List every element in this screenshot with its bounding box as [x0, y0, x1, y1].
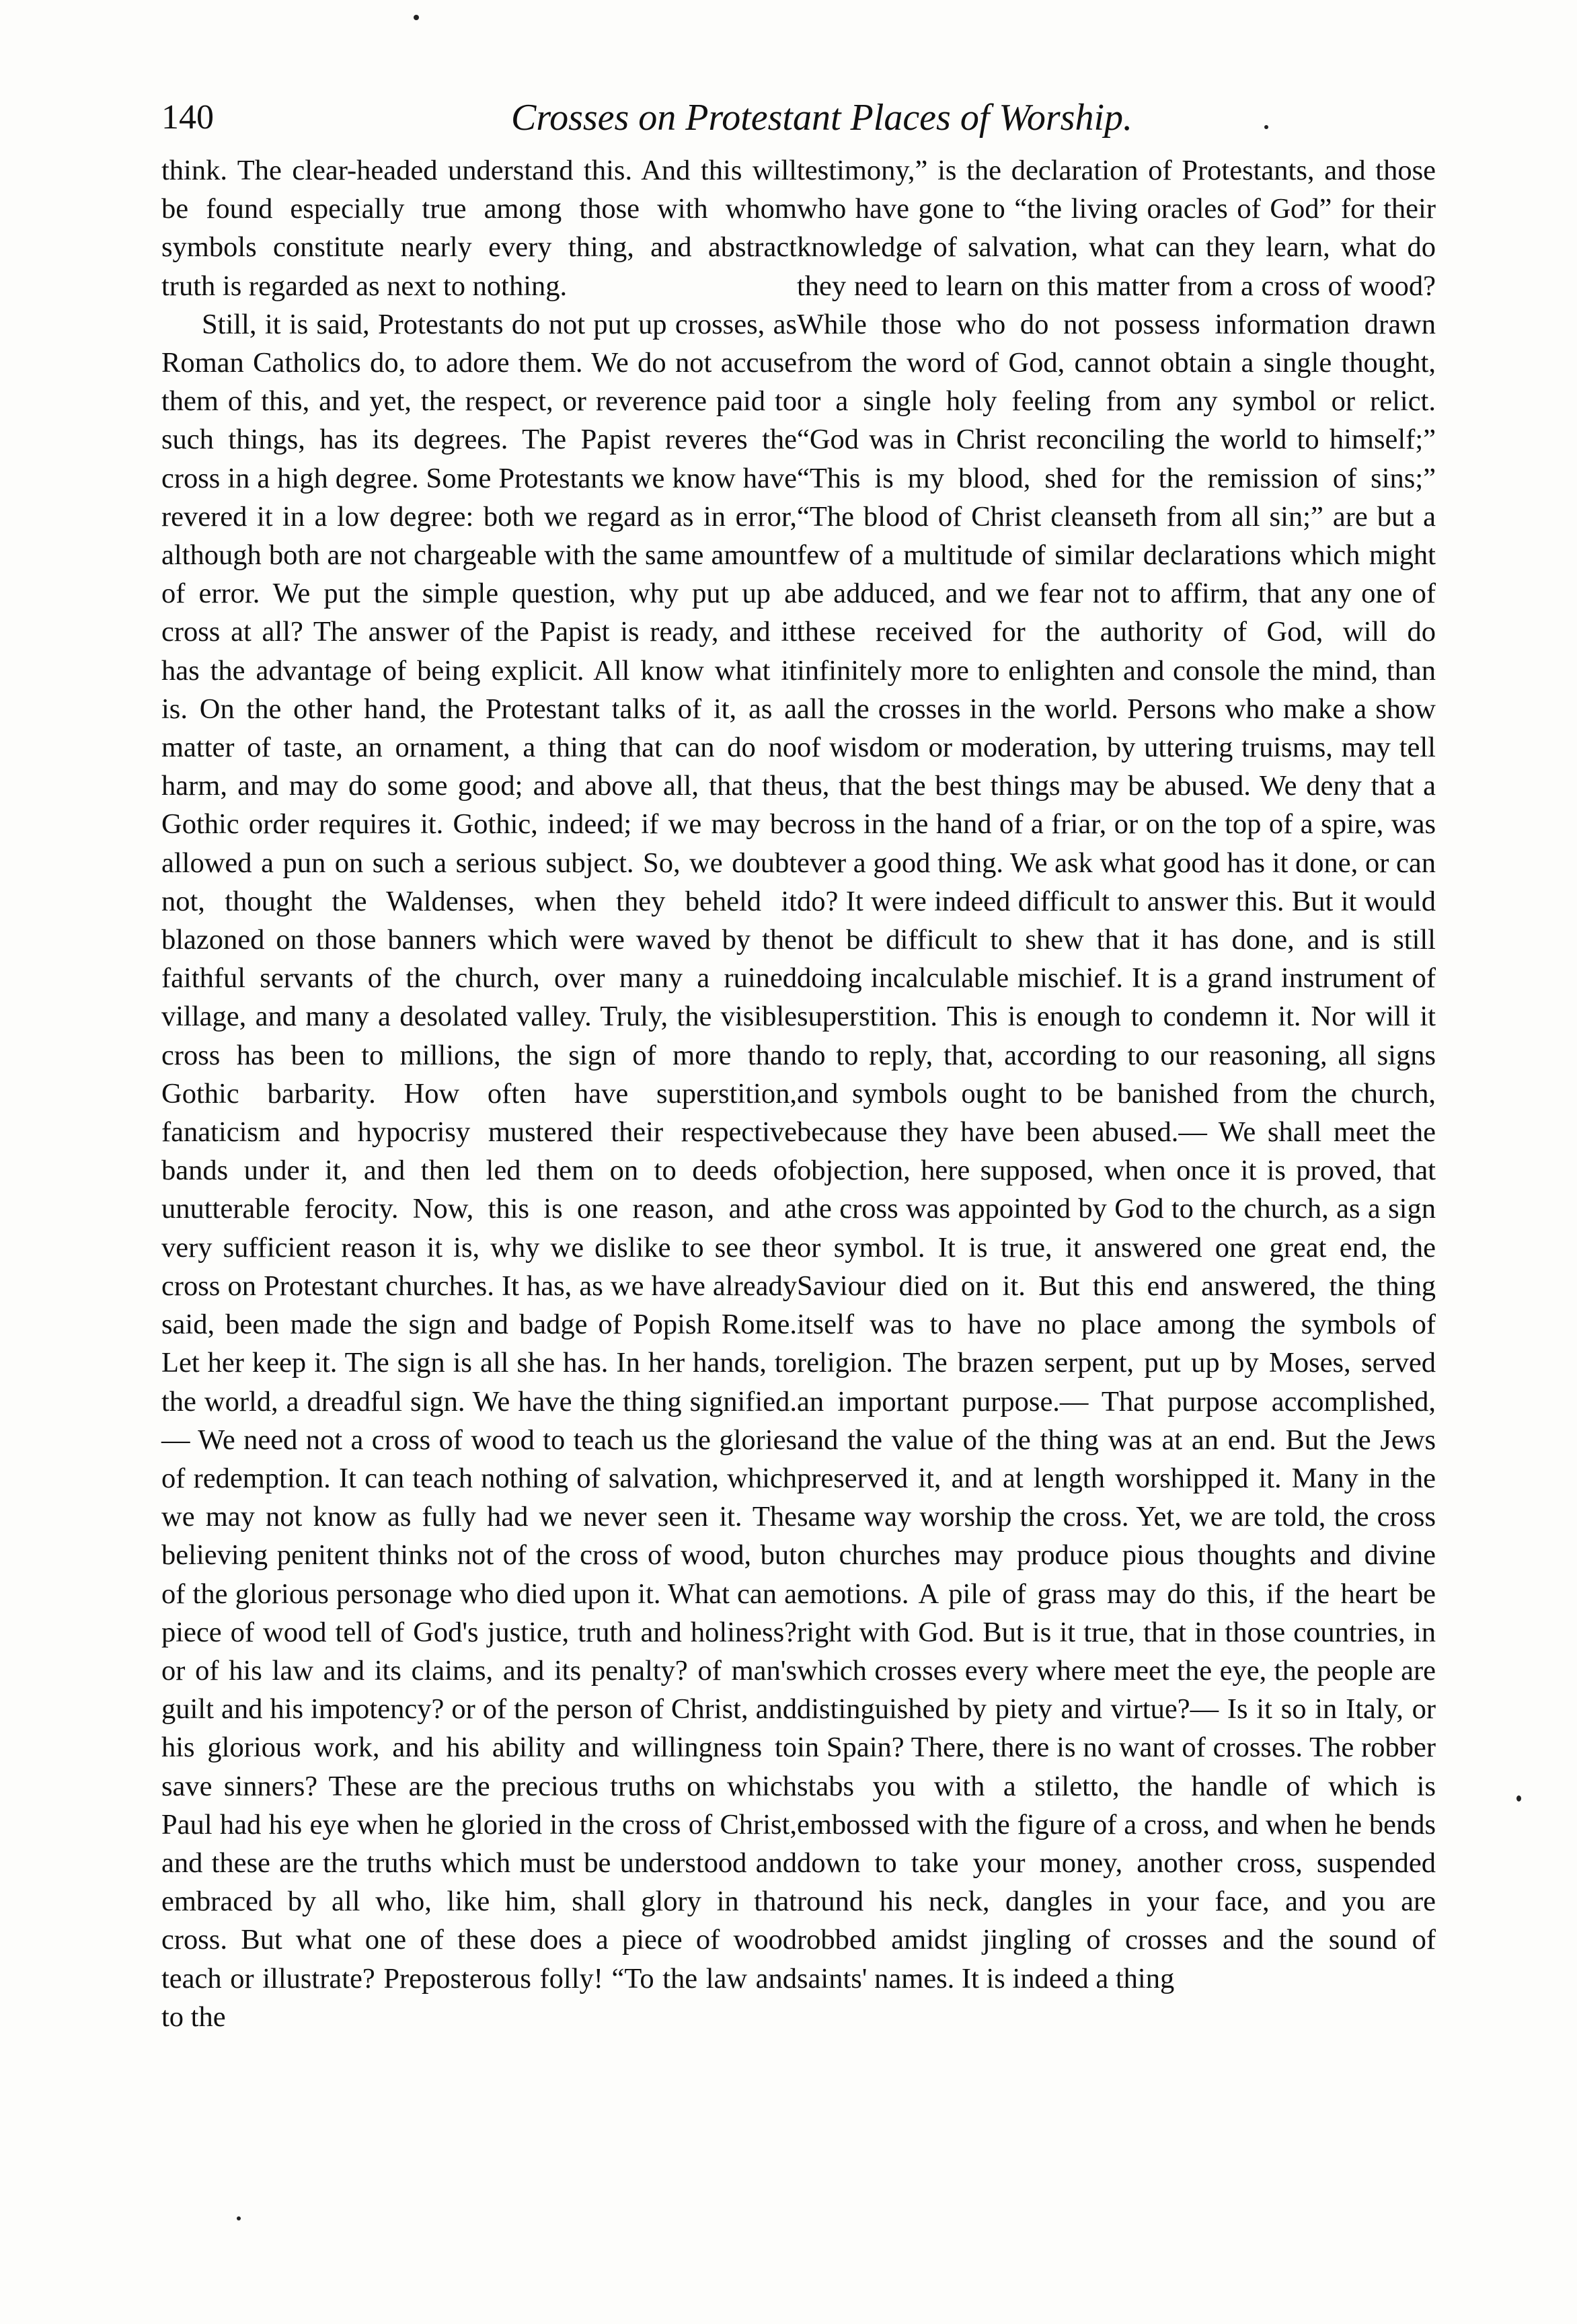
left-column [161, 151, 797, 2202]
paragraph: Still, it is said, Protestants do not put up crosses, as Roman Catholics do, to adore them. We do not accuse them of this, and yet, the respect, or reverence paid to such things, has its degrees. The Papist reveres the cross in a high degree. Some Protestants we know have revered it in a low degree: both we regard as in error, although both are not chargeable with the same amount of error. We put the simple question, why put up a cross at all? The answer of the Papist is ready, and it has the advantage of being explicit. All know what it is. On the other hand, the Protestant talks of it, as a matter of taste, an ornament, a thing that can do no harm, and may do some good; and above all, that the Gothic order requires it. Gothic, indeed; if we may be allowed a pun on such a serious subject. So, we doubt not, thought the Waldenses, when they beheld it blazoned on those banners which were waved by the faithful servants of the church, over many a ruined village, and many a desolated valley. Truly, the visible cross has been to millions, the sign of more than Gothic barbarity. How often have superstition, fanaticism and hypocrisy mustered their respective bands under it, and then led them on to deeds of unutterable ferocity. Now, this is one reason, and a very sufficient reason it is, why we dislike to see the cross on Protestant churches. It has, as we have already said, been made the sign and badge of Popish Rome. Let her keep it. The sign is all she has. In her hands, to the world, a dreadful sign. We have the thing signified.— We need not a cross of wood to teach us the glories of redemption. It can teach nothing of salvation, which we may not know as fully had we never seen it. The believing penitent thinks not of the cross of wood, but of the glorious personage who died upon it. What can a piece of wood tell of God's justice, truth and holiness? or of his law and its claims, and its penalty? of man's guilt and his impotency? or of the person of Christ, and his glorious work, and his ability and willingness to save sinners? These are the precious truths on which Paul had his eye when he gloried in the cross of Christ, and these are the truths which must be understood and embraced by all who, like him, shall glory in that cross. But what one of these does a piece of wood teach or illustrate? Preposterous folly! “To the law and to the [161, 308, 797, 2033]
right-column [797, 151, 1436, 2202]
paragraph: testimony,” is the declaration of Protestants, and those who have gone to “the living oracles of God” for their knowledge of salvation, what can they learn, what do they need to learn on this matter from a cross of wood? While those who do not possess information drawn from the word of God, cannot obtain a single thought, or a single holy feeling from any symbol or relict. “God was in Christ reconciling the world to himself;” “This is my blood, shed for the remission of sins;” “The blood of Christ cleanseth from all sin;” are but a few of a multitude of similar declarations which might be adduced, and we fear not to affirm, that any one of these received for the authority of God, will do infinitely more to enlighten and console the mind, than all the crosses in the world. Persons who make a show of wisdom or moderation, by uttering truisms, may tell us, that the best things may be abused. We deny that a cross in the hand of a friar, or on the top of a spire, was ever a good thing. We ask what good has it done, or can do? It were indeed difficult to answer this. But it would not be difficult to shew that it has done, and is still doing incalculable mischief. It is a grand instrument of superstition. This is enough to condemn it. Nor will it do to reply, that, according to our reasoning, all signs and symbols ought to be banished from the church, because they have been abused.— We shall meet the objection, here supposed, when once it is proved, that the cross was appointed by God to the church, as a sign or symbol. It is true, it answered one great end, the Saviour died on it. But this end answered, the thing itself was to have no place among the symbols of religion. The brazen serpent, put up by Moses, served an important purpose.— That purpose accomplished, and the value of the thing was at an end. But the Jews preserved it, and at length worshipped it. Many in the same way worship the cross. Yet, we are told, the cross on churches may produce pious thoughts and divine emotions. A pile of grass may do this, if the heart be right with God. But is it true, that in those countries, in which crosses every where meet the eye, the people are distinguished by piety and virtue?— Is it so in Italy, or in Spain? There, there is no want of crosses. The robber stabs you with a stiletto, the handle of which is embossed with the figure of a cross, and when he bends down to take your money, another cross, suspended round his neck, dangles in your face, and you are robbed amidst jingling of crosses and the sound of saints' names. It is indeed a thing [797, 155, 1436, 1994]
print-speck [237, 2216, 241, 2220]
print-speck [1516, 1795, 1521, 1802]
print-speck [414, 15, 419, 20]
paragraph: think. The clear-headed understand this. And this will be found especially true among those with whom symbols constitute nearly every thing, and abstract truth is regarded as next to nothing. [161, 155, 797, 302]
print-speck [1264, 125, 1268, 129]
running-title: Crosses on Protestant Places of Worship. [511, 97, 1133, 139]
page-number: 140 [161, 98, 214, 137]
page-header [161, 91, 1439, 145]
